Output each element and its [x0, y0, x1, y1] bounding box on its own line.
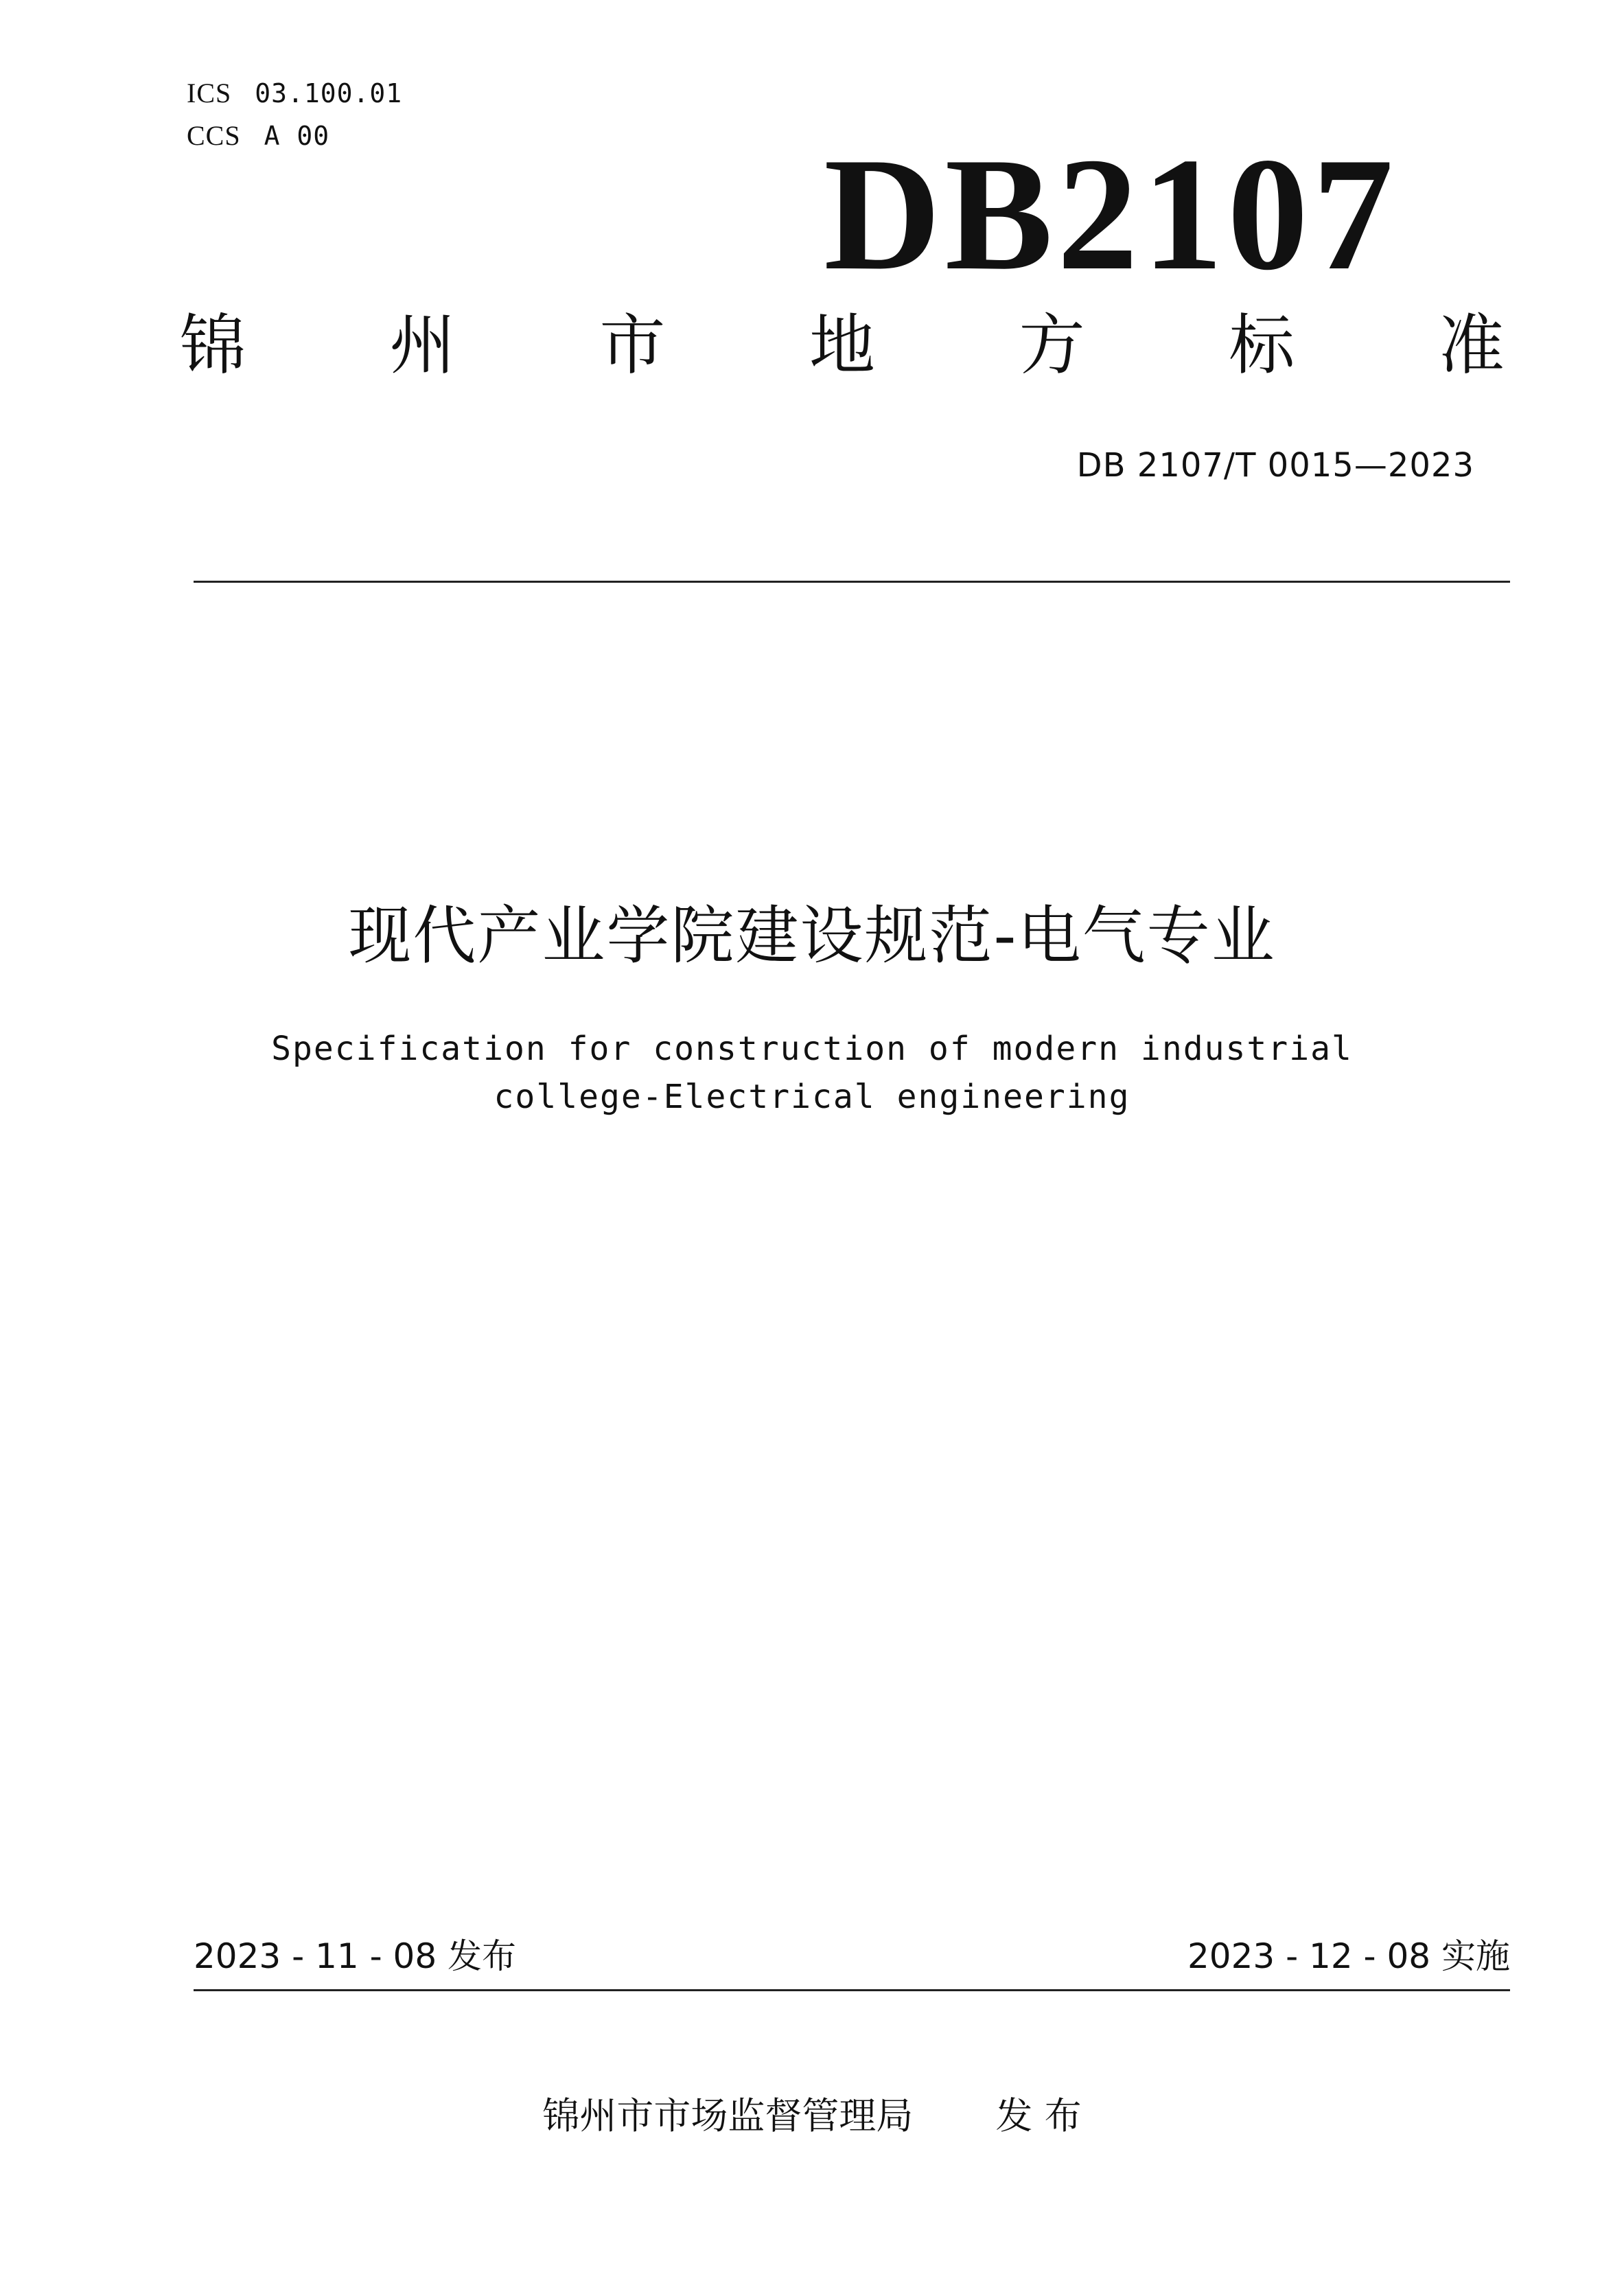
ics-label: ICS [187, 78, 232, 108]
standard-type-title [180, 307, 1505, 384]
ccs-code [187, 119, 329, 152]
publish-date: 2023 - 11 - 08 发布 [194, 1936, 517, 1976]
standard-type-char: 准 [1438, 307, 1505, 384]
standard-type-char: 地 [809, 307, 875, 384]
ccs-value: A 00 [264, 121, 330, 151]
issuer-line [0, 2087, 1624, 2140]
document-title-en-line1: Specification for construction of modern industrial [271, 1030, 1353, 1068]
document-title-en-line2: college-Electrical engineering [494, 1078, 1130, 1116]
footer-divider [194, 1989, 1510, 1991]
standard-type-char: 标 [1229, 307, 1295, 384]
implement-date: 2023 - 12 - 08 实施 [1187, 1936, 1510, 1976]
standard-number: DB 2107/T 0015—2023 [1076, 446, 1474, 485]
document-title-cn: 现代产业学院建设规范-电气专业 [348, 899, 1276, 973]
standard-code: DB2107 [824, 125, 1397, 304]
ics-code [187, 77, 402, 109]
header-divider [194, 581, 1510, 583]
standard-type-char: 州 [389, 307, 456, 384]
ics-value: 03.100.01 [255, 78, 403, 108]
ccs-label: CCS [187, 120, 241, 151]
issuer-name: 锦州市市场监督管理局 [542, 2094, 914, 2137]
issuer-action: 发 布 [995, 2094, 1082, 2137]
standard-type-char: 方 [1019, 307, 1085, 384]
standard-type-char: 锦 [180, 307, 246, 384]
standard-type-char: 市 [599, 307, 666, 384]
